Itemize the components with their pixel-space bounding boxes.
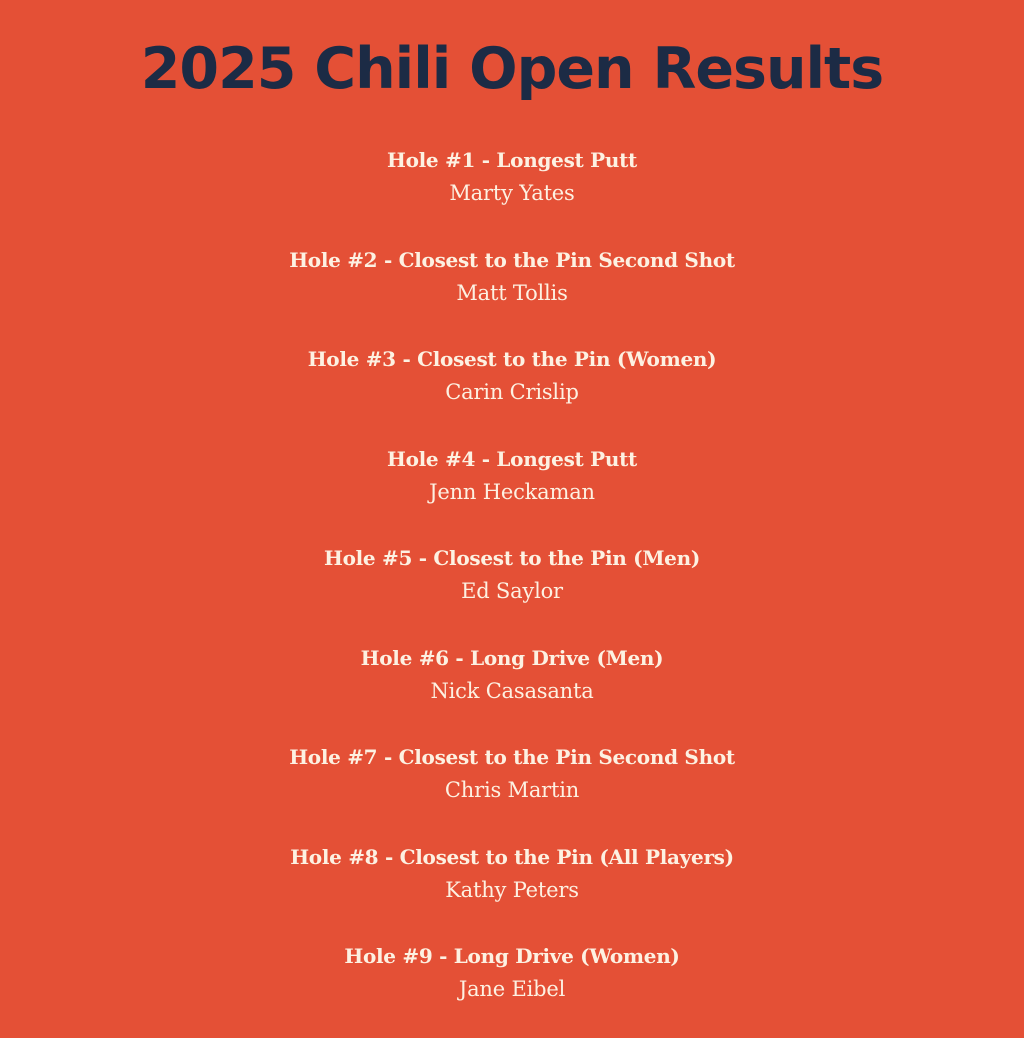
award-name: Hole #8 - Closest to the Pin (All Players) <box>290 844 734 869</box>
winner-name: Nick Casasanta <box>430 678 594 703</box>
award-name: Hole #9 - Long Drive (Women) <box>344 944 680 968</box>
page-title: 2025 Chili Open Results <box>140 36 884 102</box>
result-item <box>0 839 1024 939</box>
winner-name: Marty Yates <box>449 181 575 205</box>
winner-name: Kathy Peters <box>445 877 579 902</box>
result-item <box>0 242 1024 342</box>
winner-name: Carin Crislip <box>445 380 579 404</box>
result-item <box>0 739 1024 839</box>
award-name: Hole #2 - Closest to the Pin Second Shot <box>289 247 735 272</box>
result-item <box>0 540 1024 640</box>
result-item <box>0 142 1024 242</box>
winner-name: Ed Saylor <box>461 579 563 603</box>
winner-name: Jenn Heckaman <box>429 479 595 504</box>
winner-name: Matt Tollis <box>456 280 568 305</box>
award-name: Hole #3 - Closest to the Pin (Women) <box>307 347 717 371</box>
award-name: Hole #5 - Closest to the Pin (Men) <box>323 546 700 570</box>
award-name: Hole #4 - Longest Putt <box>387 446 637 471</box>
winner-name: Chris Martin <box>444 778 580 802</box>
award-name: Hole #6 - Long Drive (Men) <box>360 645 664 670</box>
result-item <box>0 938 1024 1038</box>
winner-name: Jane Eibel <box>458 977 566 1001</box>
award-name: Hole #1 - Longest Putt <box>387 148 637 172</box>
result-item <box>0 341 1024 441</box>
results-list <box>0 142 1024 1038</box>
result-item <box>0 640 1024 740</box>
award-name: Hole #7 - Closest to the Pin Second Shot <box>289 745 735 769</box>
result-item <box>0 441 1024 541</box>
